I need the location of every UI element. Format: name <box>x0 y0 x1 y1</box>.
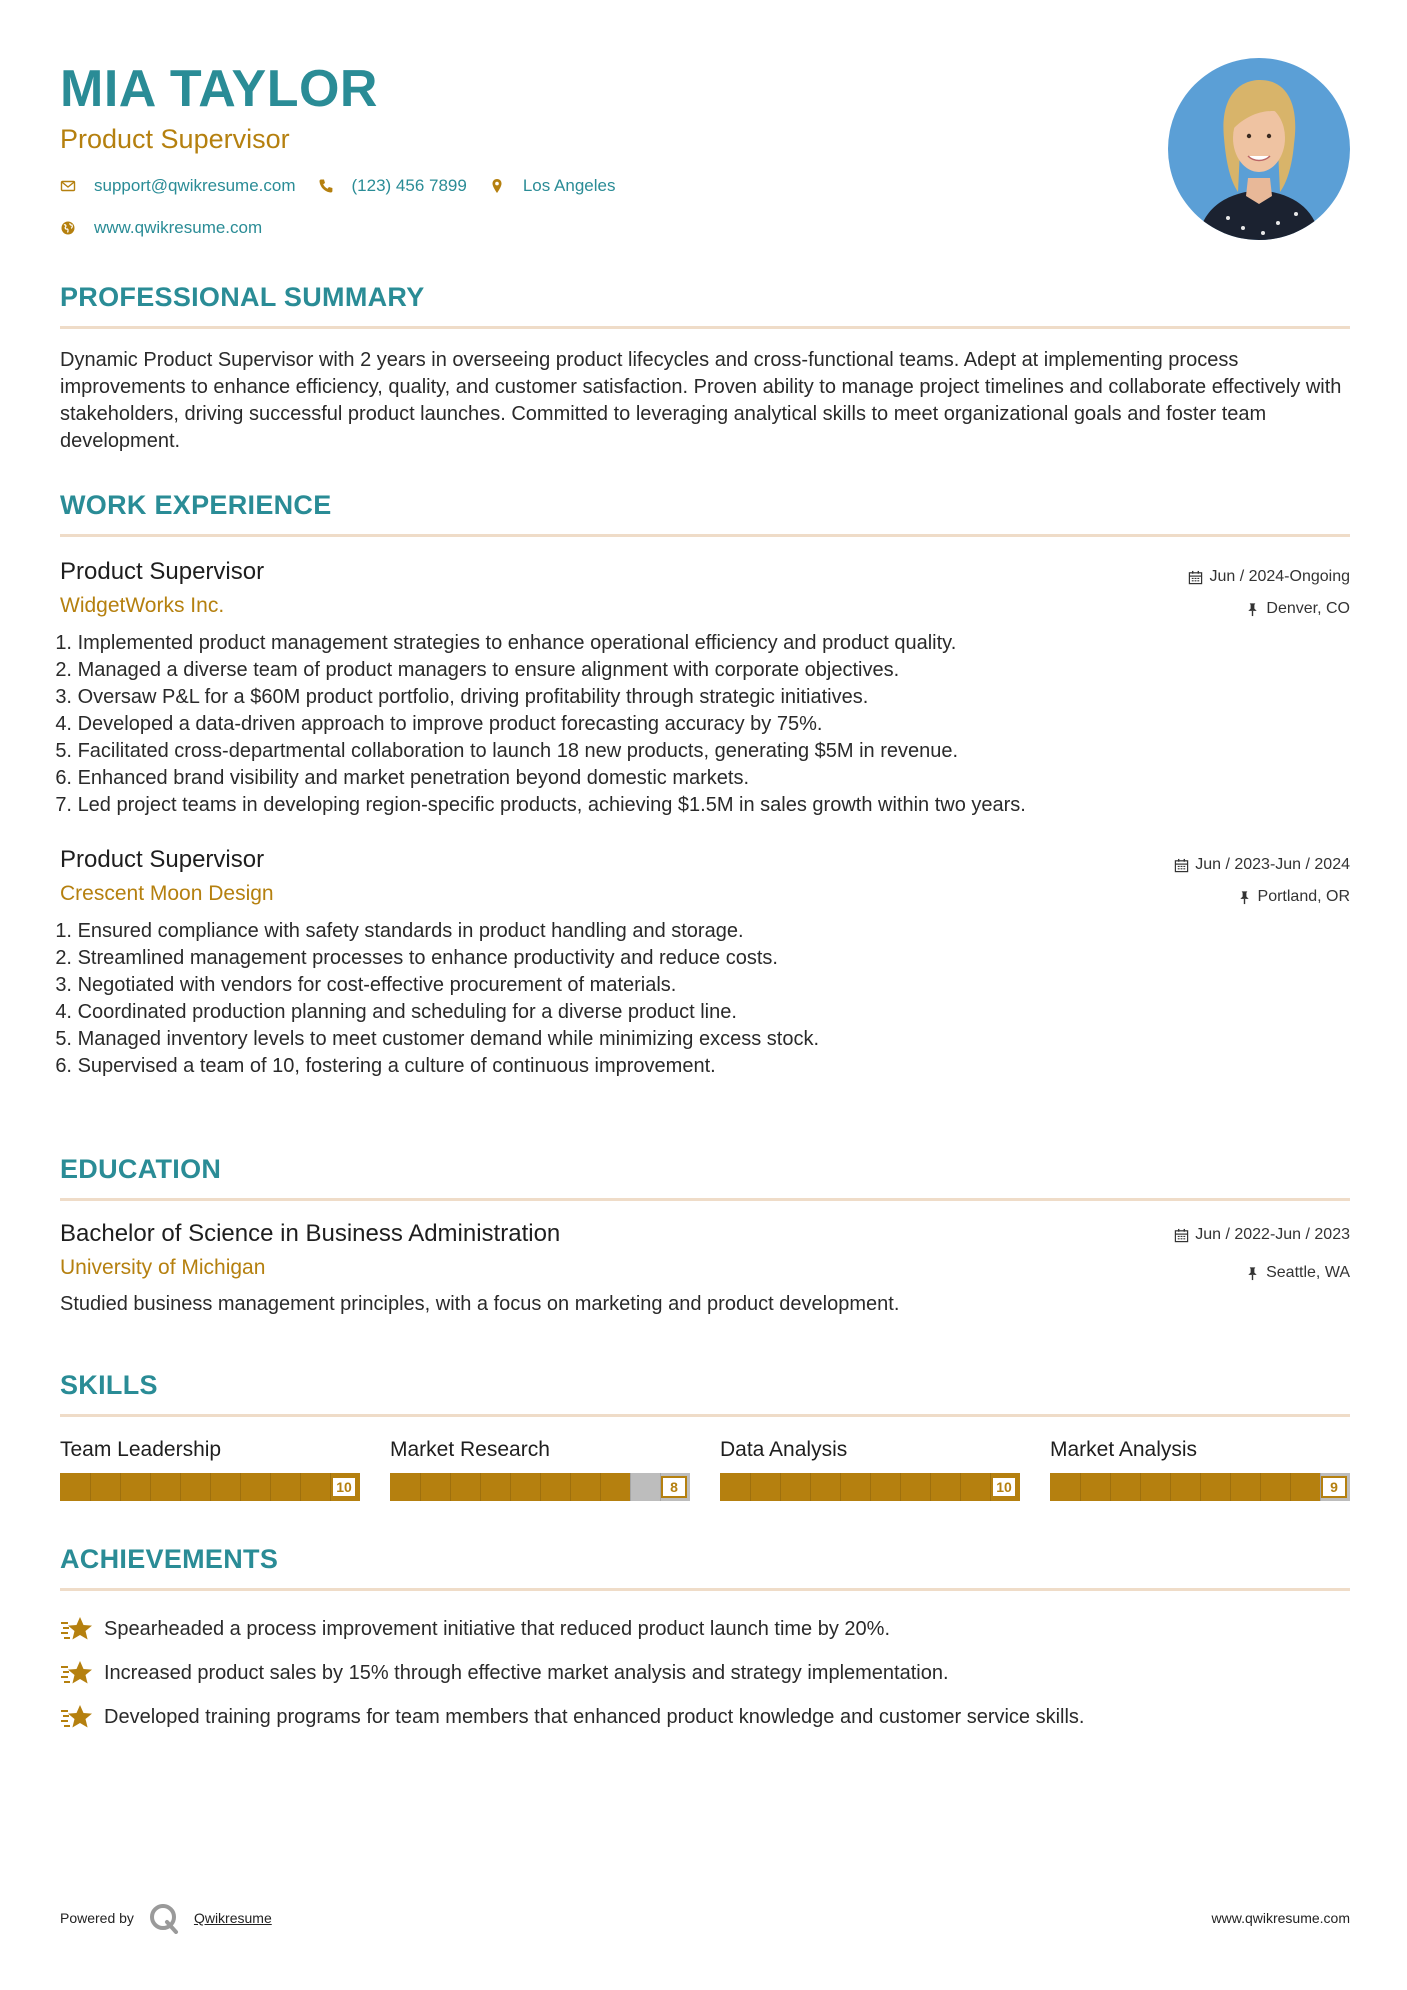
star-icon <box>60 1703 94 1731</box>
contact-row <box>60 174 1160 198</box>
skill-name: Market Analysis <box>1050 1438 1198 1461</box>
list-item: 5. Managed inventory levels to meet customer demand while minimizing excess stock. <box>55 1028 819 1050</box>
job-role: Product Supervisor <box>60 558 265 585</box>
location-text: Los Angeles <box>522 176 616 195</box>
job-location <box>1188 599 1350 619</box>
job-dates <box>1188 567 1350 587</box>
skill-name: Data Analysis <box>720 1438 848 1461</box>
skill-bar-segment <box>570 1473 571 1501</box>
job-dates <box>1174 855 1350 875</box>
skill-level-badge: 9 <box>1321 1476 1347 1498</box>
pushpin-icon <box>1245 602 1260 617</box>
skills-heading: SKILLS <box>60 1370 158 1400</box>
phone-number[interactable]: (123) 456 7899 <box>351 176 467 195</box>
globe-icon <box>60 220 76 236</box>
contact-website[interactable] <box>60 218 262 238</box>
section-divider <box>60 534 1350 537</box>
skill-bar-segment <box>480 1473 481 1501</box>
skill-bar-segment <box>870 1473 871 1501</box>
calendar-icon <box>1174 1228 1189 1243</box>
education-heading: EDUCATION <box>60 1154 222 1184</box>
skill-level-badge: 10 <box>991 1476 1017 1498</box>
job-company: Crescent Moon Design <box>60 882 274 905</box>
skill-bar-segment <box>1290 1473 1291 1501</box>
list-item: 2. Streamlined management processes to enhance productivity and reduce costs. <box>55 947 778 969</box>
list-item: 2. Managed a diverse team of product managers to ensure alignment with corporate objectives. <box>55 659 900 681</box>
achievements-heading: ACHIEVEMENTS <box>60 1544 279 1574</box>
job-role: Product Supervisor <box>60 846 265 873</box>
list-item: 6. Supervised a team of 10, fostering a culture of continuous improvement. <box>55 1055 716 1077</box>
achievements-list <box>60 1607 1350 1739</box>
education-title-block <box>60 1219 560 1282</box>
achievement-text: Spearheaded a process improvement initiative that reduced product launch time by 20%. <box>104 1617 891 1640</box>
education-location <box>1174 1263 1350 1283</box>
footer-website[interactable]: www.qwikresume.com <box>1211 1910 1350 1926</box>
skill-bar-segment <box>630 1473 631 1501</box>
education-meta <box>1174 1219 1350 1283</box>
summary-heading: PROFESSIONAL SUMMARY <box>60 282 425 312</box>
school-name: University of Michigan <box>60 1256 266 1279</box>
skill-bar-segment <box>510 1473 511 1501</box>
skill-name: Team Leadership <box>60 1438 222 1461</box>
skill-bar <box>390 1473 690 1501</box>
job-location-text: Denver, CO <box>1266 600 1350 617</box>
skill-bar-segment <box>180 1473 181 1501</box>
contact-phone[interactable] <box>318 176 467 196</box>
contact-row-website <box>60 216 1160 240</box>
page-footer <box>60 1900 1350 1936</box>
achievements-section <box>60 1542 1350 1739</box>
job-title-block <box>60 557 264 620</box>
skill-bar-segment <box>450 1473 451 1501</box>
skill-bar <box>720 1473 1020 1501</box>
list-item <box>60 1607 1350 1651</box>
powered-by-label: Powered by <box>60 1910 134 1926</box>
education-dates-text: Jun / 2022-Jun / 2023 <box>1195 1226 1350 1243</box>
job-bullets <box>55 630 1350 819</box>
resume-header <box>60 58 1160 240</box>
skill-bar-segment <box>150 1473 151 1501</box>
education-location-text: Seattle, WA <box>1266 1264 1350 1281</box>
qwikresume-logo-icon <box>148 1902 180 1934</box>
job-entry <box>55 557 1350 819</box>
list-item <box>60 1695 1350 1739</box>
skill-bar <box>1050 1473 1350 1501</box>
list-item <box>60 1651 1350 1695</box>
job-title-block <box>60 845 274 908</box>
education-header <box>60 1219 1350 1283</box>
skill-bar-segment <box>1170 1473 1171 1501</box>
achievement-text: Developed training programs for team members that enhanced product knowledge and customer service skills. <box>104 1705 1085 1728</box>
website-link[interactable]: www.qwikresume.com <box>94 218 263 237</box>
list-item: 1. Implemented product management strategies to enhance operational efficiency and product quality. <box>55 632 957 654</box>
job-dates-text: Jun / 2024-Ongoing <box>1209 568 1350 585</box>
section-divider <box>60 1198 1350 1201</box>
job-meta <box>1174 845 1350 907</box>
skill-bar-segment <box>1260 1473 1261 1501</box>
map-pin-icon <box>489 178 505 194</box>
skill-bar-segment <box>1110 1473 1111 1501</box>
section-divider <box>60 326 1350 329</box>
skill-bar-segment <box>780 1473 781 1501</box>
job-bullets <box>55 918 1350 1080</box>
education-description: Studied business management principles, with a focus on marketing and product development. <box>60 1293 900 1315</box>
skill-bar <box>60 1473 360 1501</box>
skill-bar-segment <box>90 1473 91 1501</box>
list-item: 6. Enhanced brand visibility and market penetration beyond domestic markets. <box>55 767 750 789</box>
skill-level-badge: 10 <box>331 1476 357 1498</box>
skill-item <box>720 1437 1020 1501</box>
profile-photo <box>1168 58 1350 240</box>
summary-text: Dynamic Product Supervisor with 2 years in overseeing product lifecycles and cross-functional teams. Adept at implementing process improvements to enhance efficiency, quality, and customer satisfaction. Proven ability to manage project timelines and collaborate effectively with stakeholders, driving successful product launches. Committed to leveraging analytical skills to meet organizational goals and foster team development. <box>60 349 1342 452</box>
skill-bar-segment <box>1200 1473 1201 1501</box>
skill-bar-segment <box>840 1473 841 1501</box>
experience-section <box>55 488 1350 1080</box>
skill-level-badge: 8 <box>661 1476 687 1498</box>
list-item: 1. Ensured compliance with safety standards in product handling and storage. <box>55 920 744 942</box>
skill-bar-segment <box>960 1473 961 1501</box>
calendar-icon <box>1188 570 1203 585</box>
skill-item <box>60 1437 360 1501</box>
list-item: 4. Coordinated production planning and scheduling for a diverse product line. <box>55 1001 737 1023</box>
profile-portrait-image <box>1168 58 1350 240</box>
contact-location <box>489 176 616 196</box>
job-meta <box>1188 557 1350 619</box>
skill-bar-segment <box>300 1473 301 1501</box>
list-item: 4. Developed a data-driven approach to improve product forecasting accuracy by 75%. <box>55 713 823 735</box>
achievement-text: Increased product sales by 15% through effective market analysis and strategy implementation. <box>104 1661 949 1684</box>
star-icon <box>60 1615 94 1643</box>
education-entry <box>60 1219 1350 1318</box>
skill-item <box>1050 1437 1350 1501</box>
skill-bar-segment <box>1080 1473 1081 1501</box>
skill-bar-segment <box>420 1473 421 1501</box>
qwikresume-link[interactable]: Qwikresume <box>193 1910 272 1926</box>
skills-list <box>60 1437 1350 1501</box>
skill-bar-segment <box>240 1473 241 1501</box>
skill-bar-segment <box>600 1473 601 1501</box>
job-dates-text: Jun / 2023-Jun / 2024 <box>1195 856 1350 873</box>
education-dates <box>1174 1225 1350 1245</box>
education-section <box>60 1152 1350 1318</box>
job-location-text: Portland, OR <box>1257 888 1350 905</box>
list-item: 5. Facilitated cross-departmental collaboration to launch 18 new products, generating $5M in revenue. <box>55 740 959 762</box>
skill-name: Market Research <box>390 1438 550 1461</box>
skill-item <box>390 1437 690 1501</box>
job-header <box>60 845 1350 908</box>
degree-name: Bachelor of Science in Business Administration <box>60 1220 561 1247</box>
pushpin-icon <box>1237 890 1252 905</box>
skill-bar-segment <box>900 1473 901 1501</box>
skill-bar-segment <box>540 1473 541 1501</box>
list-item: 3. Oversaw P&L for a $60M product portfolio, driving profitability through strategic initiatives. <box>55 686 869 708</box>
skill-bar-segment <box>270 1473 271 1501</box>
job-entry <box>55 845 1350 1080</box>
section-divider <box>60 1414 1350 1417</box>
section-divider <box>60 1588 1350 1591</box>
job-location <box>1174 887 1350 907</box>
candidate-name: MIA TAYLOR <box>60 60 378 118</box>
footer-branding <box>60 1902 272 1934</box>
skill-bar-segment <box>1230 1473 1231 1501</box>
phone-icon <box>318 178 334 194</box>
skills-section <box>60 1368 1350 1501</box>
skill-bar-fill <box>1050 1473 1320 1501</box>
skill-bar-segment <box>210 1473 211 1501</box>
list-item: 3. Negotiated with vendors for cost-effective procurement of materials. <box>55 974 677 996</box>
skill-bar-segment <box>750 1473 751 1501</box>
candidate-title: Product Supervisor <box>60 124 290 154</box>
envelope-icon <box>60 178 76 194</box>
summary-section <box>60 280 1350 455</box>
skill-bar-segment <box>810 1473 811 1501</box>
experience-heading: WORK EXPERIENCE <box>60 490 332 520</box>
job-header <box>60 557 1350 620</box>
star-icon <box>60 1659 94 1687</box>
pushpin-icon <box>1245 1266 1260 1281</box>
list-item: 7. Led project teams in developing region-specific products, achieving $1.5M in sales growth within two years. <box>55 794 1026 816</box>
calendar-icon <box>1174 858 1189 873</box>
skill-bar-segment <box>930 1473 931 1501</box>
skill-bar-segment <box>120 1473 121 1501</box>
email-link[interactable]: support@qwikresume.com <box>94 176 296 195</box>
skill-bar-segment <box>1140 1473 1141 1501</box>
job-company: WidgetWorks Inc. <box>60 594 225 617</box>
contact-email[interactable] <box>60 176 296 196</box>
